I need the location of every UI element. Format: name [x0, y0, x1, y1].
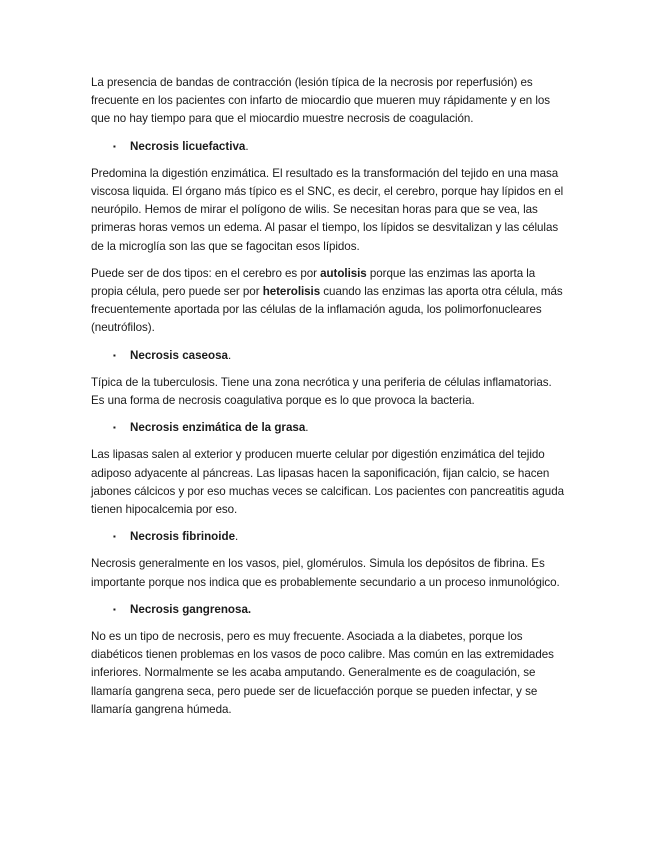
section-title: Necrosis caseosa: [130, 348, 228, 362]
term-autolisis: autolisis: [320, 266, 367, 280]
section-heading-gangrenosa: [91, 601, 565, 619]
licuefactiva-paragraph-2: [91, 265, 565, 338]
intro-paragraph: La presencia de bandas de contracción (lesión típica de la necrosis por reperfusión) es frecuente en los pacientes con infarto de miocardio que mueren muy rápidamente y en los que no hay tiempo para que el miocardio muestre necrosis de coagulación.: [91, 76, 551, 126]
bullet-icon: ▪: [113, 532, 116, 542]
section-title-suffix: .: [227, 348, 232, 362]
bullet-icon: ▪: [113, 350, 116, 360]
section-heading-grasa: [91, 419, 565, 437]
section-heading-licuefactiva: [91, 138, 565, 156]
section-heading-caseosa: [91, 347, 565, 365]
section-heading-fibrinoide: [91, 528, 565, 546]
grasa-paragraph: Las lipasas salen al exterior y producen muerte celular por digestión enzimática del tejido adiposo adyacente al páncreas. Las lipasas hacen la saponificación, fijan calcio, se hacen jabones cálcicos y por eso muchas veces se calcifican. Los pacientes con pancreatitis aguda tienen hipocalcemia por eso.: [91, 448, 564, 517]
text-run: cuando las enzimas las aporta otra célula, más frecuentemente aportada por las células de la inflamación aguda, los polimorfonucleares (neutrófilos).: [91, 285, 563, 335]
section-title: Necrosis fibrinoide: [130, 530, 236, 544]
section-title-suffix: .: [305, 421, 309, 435]
bullet-icon: ▪: [113, 423, 116, 433]
bullet-icon: ▪: [113, 141, 116, 151]
bullet-icon: ▪: [113, 604, 116, 614]
fibrinoide-paragraph: Necrosis generalmente en los vasos, piel, glomérulos. Simula los depósitos de fibrina. Es importante porque nos indica que es probablemente secundario a un proceso inmunológico.: [91, 557, 560, 589]
text-run: Puede ser de dos tipos: en el cerebro es por: [91, 266, 321, 280]
section-title: Necrosis enzimática de la grasa: [130, 421, 306, 435]
text-run: porque las enzimas las aporta la propia célula, pero puede ser por: [91, 266, 536, 299]
gangrenosa-paragraph: No es un tipo de necrosis, pero es muy frecuente. Asociada a la diabetes, porque los diabéticos tienen problemas en los vasos de poco calibre. Mas común en las extremidades inferiores. Normalmente se les acaba amputando. Generalmente es de coagulación, se llamaría gangrena seca, pero puede ser de licuefacción porque se pueden infectar, y se llamaría gangrena húmeda.: [91, 630, 554, 716]
section-title-suffix: .: [245, 139, 249, 153]
licuefactiva-paragraph-1: Predomina la digestión enzimática. El resultado es la transformación del tejido en una masa viscosa liquida. El órgano más típico es el SNC, es decir, el cerebro, porque hay lípidos en el neurópilo. Hemos de mirar el polígono de wilis. Se necesitan horas para que se vea, las primeras horas vemos un edema. Al pasar el tiempo, los lípidos se desvitalizan y las células de la microglía son las que se fagocitan esos lípidos.: [91, 166, 564, 253]
caseosa-paragraph: Típica de la tuberculosis. Tiene una zona necrótica y una periferia de células inflamatorias. Es una forma de necrosis coagulativa porque es lo que provoca la bacteria.: [91, 375, 552, 408]
section-title: Necrosis licuefactiva: [130, 139, 246, 153]
section-title-suffix: .: [235, 530, 239, 544]
term-heterolisis: heterolisis: [262, 285, 321, 299]
section-title: Necrosis gangrenosa.: [130, 602, 252, 616]
